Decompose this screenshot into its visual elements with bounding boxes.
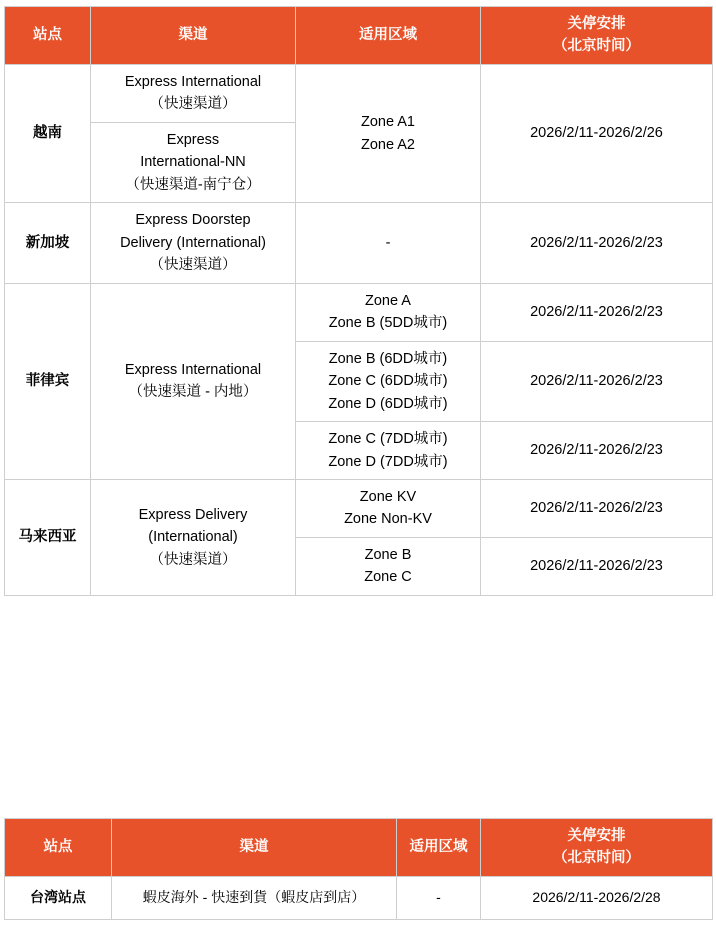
shutdown-schedule-main-table	[4, 6, 713, 596]
cell-channel	[91, 479, 296, 595]
cell-schedule: 2026/2/11-2026/2/23	[481, 283, 713, 341]
column-header-zone	[296, 7, 481, 65]
cell-zone	[296, 283, 481, 341]
table-header-row	[5, 819, 713, 877]
shutdown-schedule-taiwan-table	[4, 818, 713, 920]
zone-line: Zone D (6DD城市)	[328, 395, 448, 412]
channel-line: International-NN	[140, 154, 246, 171]
column-header-schedule	[481, 7, 713, 65]
zone-line: Zone B	[364, 546, 412, 563]
channel-line: （快速渠道 - 内地）	[128, 384, 258, 401]
column-header-site-label: 站点	[43, 839, 73, 856]
channel-line: Delivery (International)	[120, 234, 266, 251]
cell-zone	[296, 341, 481, 421]
channel-line: Express International	[124, 361, 262, 378]
zone-line: Zone C (6DD城市)	[328, 373, 448, 390]
channel-line: （快速渠道）	[149, 96, 237, 113]
cell-site: 新加坡	[5, 203, 91, 283]
column-header-site	[5, 819, 112, 877]
channel-line: Express International	[124, 73, 262, 90]
channel-line: （快速渠道）	[149, 257, 237, 274]
column-header-zone-label: 适用区域	[359, 27, 417, 44]
zone-line: Zone C (7DD城市)	[328, 431, 448, 448]
zone-line: Zone B (5DD城市)	[328, 315, 448, 332]
table-header-row	[5, 7, 713, 65]
column-header-schedule-sublabel: （北京时间）	[553, 850, 640, 867]
column-header-channel	[112, 819, 397, 877]
zone-line: Zone B (6DD城市)	[328, 350, 448, 367]
column-header-site-label: 站点	[33, 27, 62, 44]
table-row	[5, 203, 713, 283]
cell-schedule: 2026/2/11-2026/2/23	[481, 341, 713, 421]
channel-line: Express Delivery	[138, 506, 248, 523]
column-header-schedule-label: 关停安排	[567, 828, 626, 844]
cell-schedule: 2026/2/11-2026/2/23	[481, 479, 713, 537]
cell-channel: 蝦皮海外 - 快速到貨（蝦皮店到店）	[112, 876, 397, 919]
cell-schedule: 2026/2/11-2026/2/23	[481, 203, 713, 283]
cell-site: 马来西亚	[5, 479, 91, 595]
cell-zone: -	[397, 876, 481, 919]
cell-site: 越南	[5, 64, 91, 202]
table-row	[5, 64, 713, 122]
column-header-schedule-sublabel: （北京时间）	[553, 38, 640, 55]
cell-zone	[296, 479, 481, 537]
table-row	[5, 876, 713, 919]
cell-schedule: 2026/2/11-2026/2/26	[481, 64, 713, 202]
cell-schedule: 2026/2/11-2026/2/28	[481, 876, 713, 919]
cell-zone	[296, 64, 481, 202]
zone-line: Zone KV	[359, 488, 417, 505]
cell-zone	[296, 422, 481, 480]
cell-site: 菲律宾	[5, 283, 91, 479]
cell-channel	[91, 122, 296, 202]
cell-channel	[91, 64, 296, 122]
column-header-schedule-label: 关停安排	[567, 16, 626, 32]
channel-line: (International)	[148, 529, 238, 546]
cell-zone: -	[296, 203, 481, 283]
column-header-zone	[397, 819, 481, 877]
zone-line: Zone C	[364, 569, 412, 586]
cell-site: 台湾站点	[5, 876, 112, 919]
column-header-schedule	[481, 819, 713, 877]
column-header-site	[5, 7, 91, 65]
column-header-channel	[91, 7, 296, 65]
channel-line: （快速渠道）	[149, 551, 237, 568]
cell-channel	[91, 283, 296, 479]
zone-line: Zone A	[365, 292, 411, 309]
zone-line: Zone A2	[360, 136, 415, 153]
table-row	[5, 283, 713, 341]
zone-line: Zone A1	[360, 114, 415, 131]
channel-line: Express	[166, 131, 220, 148]
cell-zone	[296, 537, 481, 595]
zone-line: Zone D (7DD城市)	[328, 453, 448, 470]
channel-line: （快速渠道-南宁仓）	[125, 176, 261, 193]
cell-schedule: 2026/2/11-2026/2/23	[481, 422, 713, 480]
channel-line: Express Doorstep	[135, 212, 251, 229]
column-header-channel-label: 渠道	[178, 27, 208, 44]
cell-schedule: 2026/2/11-2026/2/23	[481, 537, 713, 595]
column-header-zone-label: 适用区域	[409, 839, 468, 856]
column-header-channel-label: 渠道	[239, 839, 269, 856]
zone-line: Zone Non-KV	[344, 511, 432, 528]
cell-channel	[91, 203, 296, 283]
table-row	[5, 479, 713, 537]
